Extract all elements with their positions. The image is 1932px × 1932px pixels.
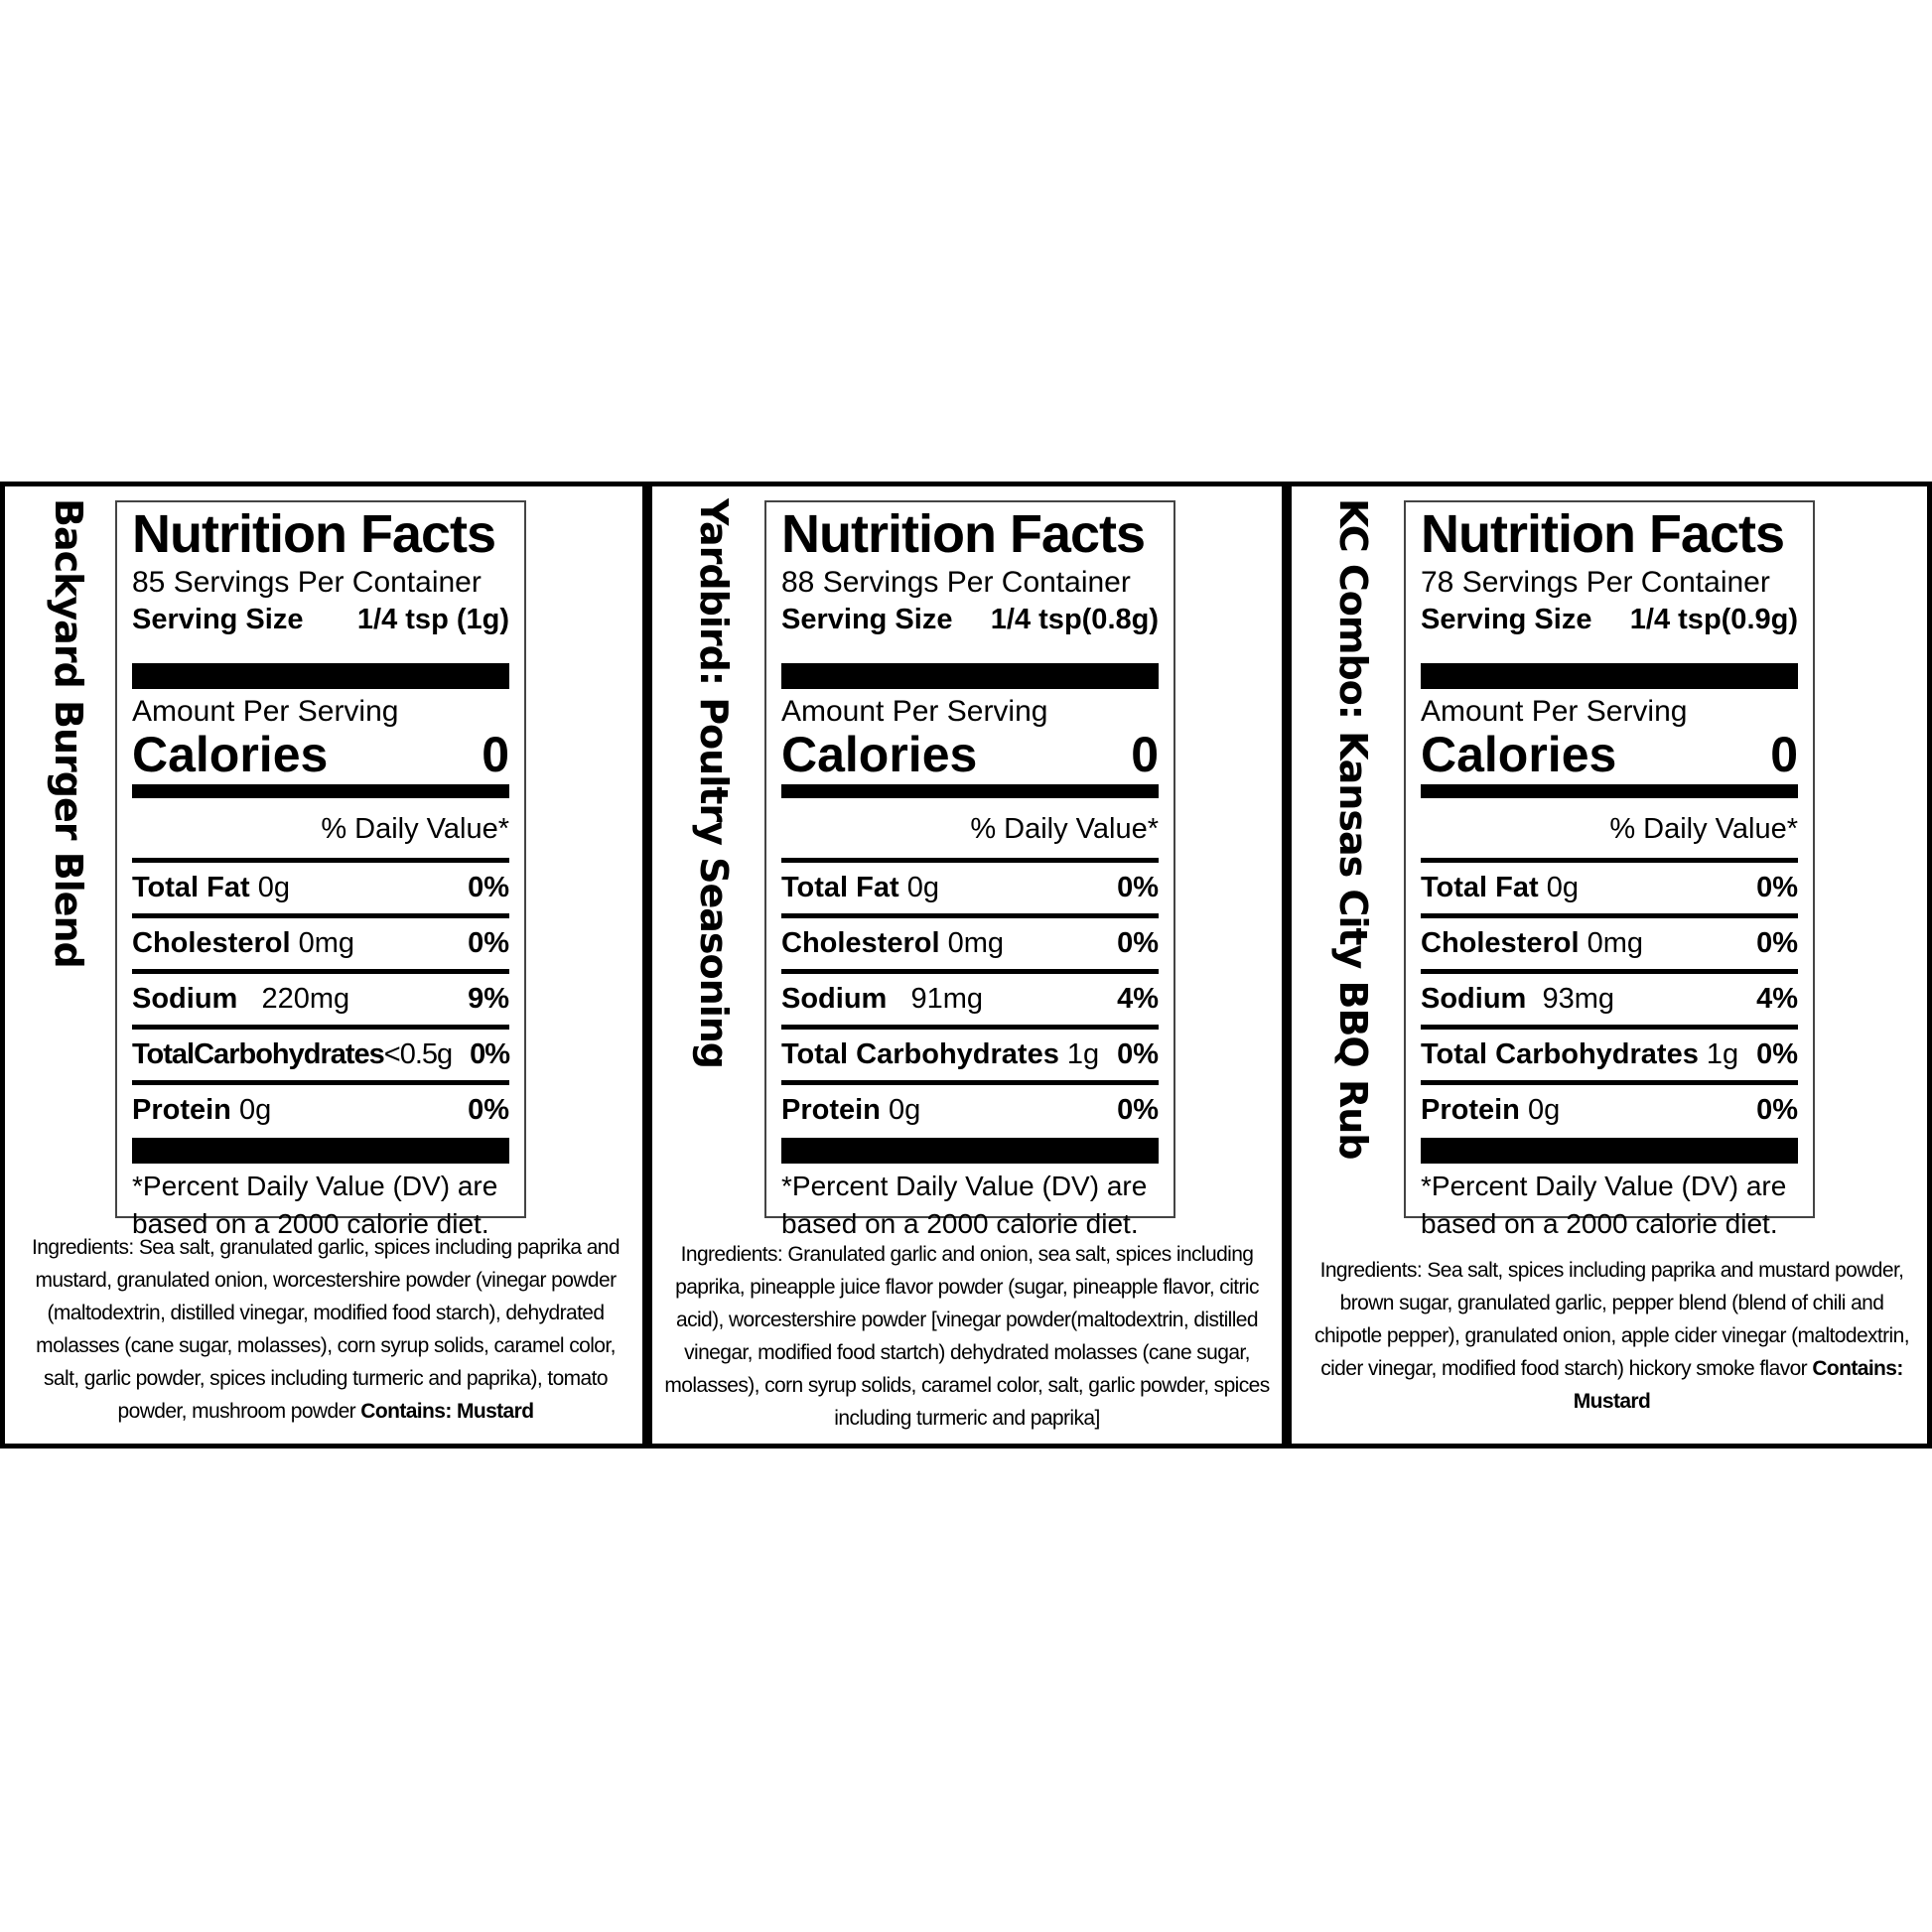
- allergen-contains: Contains: Mustard: [360, 1400, 534, 1423]
- footnote-line: *Percent Daily Value (DV) are: [781, 1171, 1148, 1201]
- nutrient-row: [1421, 974, 1798, 1030]
- calories-label: Calories: [132, 727, 329, 782]
- product-name: KC Combo: Kansas City BBQ Rub: [1331, 498, 1375, 1160]
- nutrient-percent: 0%: [1117, 1094, 1159, 1126]
- nutrient-amount: 0g: [238, 1094, 272, 1126]
- panel-divider: [1282, 486, 1292, 1444]
- nutrient-row: [781, 1085, 1159, 1136]
- ingredients-body: Ingredients: Sea salt, spices including paprika and mustard powder, brown sugar, granulated garlic, pepper blend (blend of chili and chipotle pepper), granulated onion, apple cider vinegar (maltodextrin, cider vinegar, modified food starch) hickory smoke flavor: [1314, 1259, 1909, 1380]
- nutrient-amount: 1g: [1066, 1038, 1100, 1070]
- nutrient-name: Total Carbohydrates: [781, 1038, 1059, 1070]
- nutrition-facts-label: [764, 500, 1175, 1239]
- nutrient-row: [781, 863, 1159, 918]
- serving-size-row: [132, 600, 509, 639]
- serving-size-value: 1/4 tsp (1g): [356, 604, 509, 635]
- nutrient-row: [1421, 1030, 1798, 1085]
- product-name: Yardbird: Poultry Seasoning: [692, 498, 736, 1068]
- ingredients-text: [23, 1231, 628, 1428]
- nutrient-name: Protein: [781, 1094, 881, 1126]
- nutrient-row: [1421, 863, 1798, 918]
- thick-rule: [781, 1138, 1159, 1164]
- footnote-line: based on a 2000 calorie diet.: [1421, 1208, 1778, 1239]
- nutrient-row: [781, 1030, 1159, 1085]
- amount-per-serving: Amount Per Serving: [1421, 695, 1688, 728]
- nutrition-facts-title: Nutrition Facts: [132, 504, 496, 564]
- nutrient-row: [1421, 1085, 1798, 1136]
- nutrient-name: Cholesterol: [132, 927, 291, 959]
- nutrient-percent: 0%: [1756, 872, 1798, 903]
- calories-row: [1421, 729, 1798, 780]
- thick-rule: [132, 1138, 509, 1164]
- daily-value-header: % Daily Value*: [132, 798, 509, 863]
- daily-value-header: % Daily Value*: [1421, 798, 1798, 863]
- medium-rule: [132, 784, 509, 798]
- calories-value: 0: [1770, 727, 1798, 782]
- amount-per-serving: Amount Per Serving: [132, 695, 399, 728]
- nutrient-row: [1421, 918, 1798, 974]
- nutrient-name: Sodium: [781, 983, 888, 1015]
- nutrient-name: Total Fat: [1421, 872, 1539, 903]
- nutrient-percent: 0%: [1756, 1038, 1798, 1070]
- nutrient-amount: 0g: [1527, 1094, 1561, 1126]
- nutrient-name: Total Fat: [781, 872, 899, 903]
- nutrition-facts-title: Nutrition Facts: [1421, 504, 1785, 564]
- nutrient-name: Cholesterol: [1421, 927, 1580, 959]
- allergen-contains: Contains: Mustard: [1573, 1357, 1903, 1413]
- nutrient-percent: 0%: [1117, 1038, 1159, 1070]
- serving-size-row: [1421, 600, 1798, 639]
- nutrient-name: Protein: [132, 1094, 231, 1126]
- nutrient-amount: 0mg: [1587, 927, 1644, 959]
- serving-size-value: 1/4 tsp(0.9g): [1629, 604, 1798, 635]
- serving-size-value: 1/4 tsp(0.8g): [990, 604, 1159, 635]
- servings-per-container: 88 Servings Per Container: [781, 566, 1131, 599]
- servings-per-container: 85 Servings Per Container: [132, 566, 482, 599]
- nutrient-percent: 9%: [468, 983, 509, 1015]
- nutrient-row: [132, 863, 509, 918]
- nutrient-amount: 0g: [1546, 872, 1580, 903]
- nutrient-percent: 0%: [468, 927, 509, 959]
- thick-rule: [1421, 663, 1798, 689]
- serving-size-label: Serving Size: [1421, 604, 1592, 635]
- calories-row: [132, 729, 509, 780]
- nutrient-percent: 0%: [1117, 872, 1159, 903]
- nutrition-facts-title: Nutrition Facts: [781, 504, 1146, 564]
- nutrient-row: [132, 974, 509, 1030]
- nutrient-row: [781, 974, 1159, 1030]
- nutrient-name: Cholesterol: [781, 927, 940, 959]
- product-panel-backyard-burger: [5, 486, 642, 1444]
- nutrient-row: [132, 918, 509, 974]
- ingredients-text: [664, 1238, 1270, 1435]
- nutrient-amount: 1g: [1706, 1038, 1739, 1070]
- thick-rule: [781, 663, 1159, 689]
- calories-row: [781, 729, 1159, 780]
- serving-size-row: [781, 600, 1159, 639]
- serving-size-label: Serving Size: [132, 604, 304, 635]
- calories-label: Calories: [781, 727, 978, 782]
- panel-divider: [642, 486, 652, 1444]
- nutrient-amount: 0g: [888, 1094, 921, 1126]
- nutrient-percent: 4%: [1756, 983, 1798, 1015]
- nutrient-percent: 0%: [1756, 927, 1798, 959]
- product-panel-yardbird: [652, 486, 1282, 1444]
- calories-value: 0: [1131, 727, 1159, 782]
- nutrient-amount: <0.5g: [383, 1038, 453, 1070]
- nutrient-percent: 0%: [468, 1094, 509, 1126]
- nutrient-name: Sodium: [1421, 983, 1527, 1015]
- medium-rule: [1421, 784, 1798, 798]
- nutrient-amount: 0mg: [947, 927, 1005, 959]
- serving-size-label: Serving Size: [781, 604, 953, 635]
- nutrient-amount: 220mg: [261, 983, 350, 1015]
- calories-value: 0: [482, 727, 509, 782]
- medium-rule: [781, 784, 1159, 798]
- nutrient-amount: 91mg: [910, 983, 984, 1015]
- servings-per-container: 78 Servings Per Container: [1421, 566, 1770, 599]
- product-panel-kc-combo: [1292, 486, 1932, 1444]
- footnote-line: *Percent Daily Value (DV) are: [1421, 1171, 1787, 1201]
- footnote-line: based on a 2000 calorie diet.: [132, 1208, 489, 1239]
- nutrient-amount: 0mg: [298, 927, 355, 959]
- nutrient-amount: 0g: [257, 872, 291, 903]
- nutrient-percent: 0%: [1756, 1094, 1798, 1126]
- calories-label: Calories: [1421, 727, 1617, 782]
- nutrient-name: Total Carbohydrates: [1421, 1038, 1699, 1070]
- nutrition-facts-label: [1404, 500, 1815, 1239]
- footnote-line: *Percent Daily Value (DV) are: [132, 1171, 498, 1201]
- nutrition-facts-label: [115, 500, 526, 1239]
- nutrient-row: [781, 918, 1159, 974]
- footnote-line: based on a 2000 calorie diet.: [781, 1208, 1139, 1239]
- nutrient-amount: 93mg: [1542, 983, 1615, 1015]
- nutrient-name: Protein: [1421, 1094, 1520, 1126]
- nutrient-name: Sodium: [132, 983, 238, 1015]
- product-name: Backyard Burger Blend: [47, 498, 90, 968]
- thick-rule: [132, 663, 509, 689]
- nutrient-row: [132, 1030, 509, 1085]
- nutrient-amount: 0g: [906, 872, 940, 903]
- ingredients-body: Ingredients: Granulated garlic and onion, sea salt, spices including paprika, pineapple juice flavor powder (sugar, pineapple flavor, citric acid), worcestershire powder [vinegar powder(maltodextrin, distilled vinegar, modified food startch) dehydrated molasses (cane sugar, molasses), corn syrup solids, caramel color, salt, garlic powder, spices including turmeric and paprika]: [664, 1243, 1270, 1430]
- nutrient-percent: 0%: [468, 872, 509, 903]
- nutrient-name: TotalCarbohydrates: [132, 1038, 384, 1070]
- ingredients-text: [1311, 1254, 1912, 1418]
- daily-value-header: % Daily Value*: [781, 798, 1159, 863]
- labels-strip: [0, 482, 1932, 1449]
- nutrient-percent: 0%: [470, 1038, 509, 1070]
- nutrient-percent: 0%: [1117, 927, 1159, 959]
- amount-per-serving: Amount Per Serving: [781, 695, 1048, 728]
- nutrient-percent: 4%: [1117, 983, 1159, 1015]
- nutrient-name: Total Fat: [132, 872, 250, 903]
- thick-rule: [1421, 1138, 1798, 1164]
- ingredients-body: Ingredients: Sea salt, granulated garlic, spices including paprika and mustard, granulated onion, worcestershire powder (vinegar powder (maltodextrin, distilled vinegar, modified food starch), dehydrated molasses (cane sugar, molasses), corn syrup solids, caramel color, salt, garlic powder, spices including turmeric and paprika), tomato powder, mushroom powder: [32, 1236, 620, 1423]
- nutrient-row: [132, 1085, 509, 1136]
